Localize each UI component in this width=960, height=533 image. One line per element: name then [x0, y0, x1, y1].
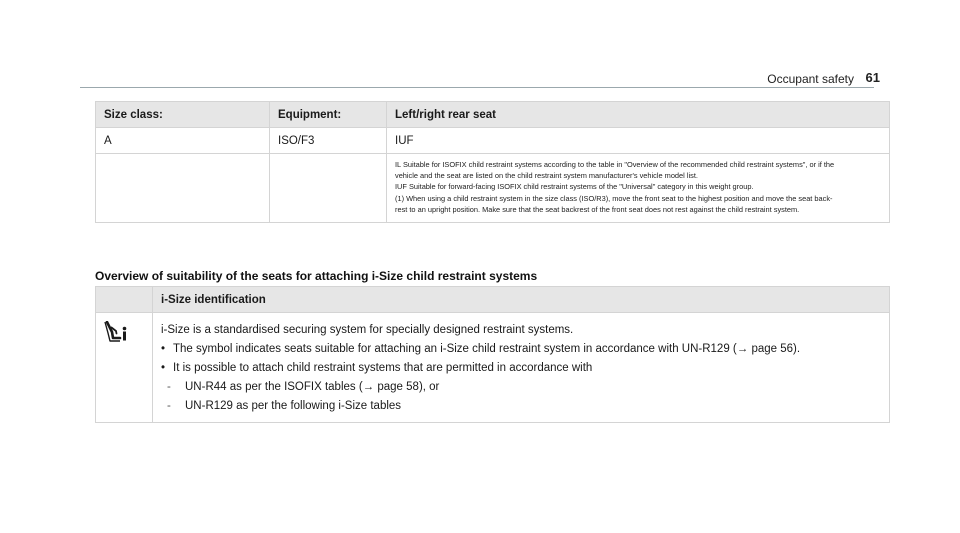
note-line: IL Suitable for ISOFIX child restraint systems according to the table in "Overview of the recommended child restraint systems", or if the: [395, 160, 835, 169]
column-header-empty: [96, 287, 153, 313]
list-item: - UN-R129 as per the following i-Size tables: [167, 397, 881, 416]
empty-cell: [96, 154, 270, 223]
table-cell: ISO/F3: [270, 128, 387, 154]
table-cell: A: [96, 128, 270, 154]
size-class-table: [95, 101, 890, 223]
list-item: • The symbol indicates seats suitable for attaching an i-Size child restraint system in accordance with UN-R129 (→ page 56).: [161, 340, 881, 359]
column-header: i-Size identification: [153, 287, 890, 313]
i-size-table: [95, 286, 890, 423]
i-size-seat-icon: [104, 321, 128, 343]
note-line: rest to an upright position. Make sure that the seat backrest of the front seat does not rest against the child restraint system.: [395, 204, 800, 214]
note-line: IUF Suitable for forward-facing ISOFIX child restraint systems of the "Universal" category in this weight group.: [395, 182, 754, 192]
empty-cell: [270, 154, 387, 223]
page-number: 61: [865, 70, 880, 85]
notes-cell: [387, 154, 890, 223]
table-row: [96, 128, 890, 154]
column-header: Left/right rear seat: [387, 102, 890, 128]
table-header-row: [96, 102, 890, 128]
section-title: Occupant safety: [767, 72, 854, 86]
header-divider: [80, 87, 874, 88]
description-cell: [153, 313, 890, 423]
intro-text: i-Size is a standardised securing system for specially designed restraint systems.: [161, 324, 574, 336]
sub-list: [161, 378, 881, 416]
table-header-row: [96, 287, 890, 313]
column-header: Equipment:: [270, 102, 387, 128]
bullet-list: [161, 340, 881, 378]
note-line: vehicle and the seat are listed on the child restraint system manufacturer's vehicle model list.: [395, 171, 698, 181]
table-row: [96, 313, 890, 423]
column-header: Size class:: [96, 102, 270, 128]
notes-row: [96, 154, 890, 223]
icon-cell: [96, 313, 153, 423]
overview-heading: Overview of suitability of the seats for attaching i-Size child restraint systems: [95, 269, 538, 283]
table-cell: IUF: [387, 128, 890, 154]
note-line: (1) When using a child restraint system in the size class (ISO/R3), move the front seat to the highest position and move the seat back-: [395, 193, 833, 203]
list-item: • It is possible to attach child restraint systems that are permitted in accordance with: [161, 359, 881, 378]
list-item: - UN-R44 as per the ISOFIX tables (→ page 58), or: [167, 378, 881, 397]
